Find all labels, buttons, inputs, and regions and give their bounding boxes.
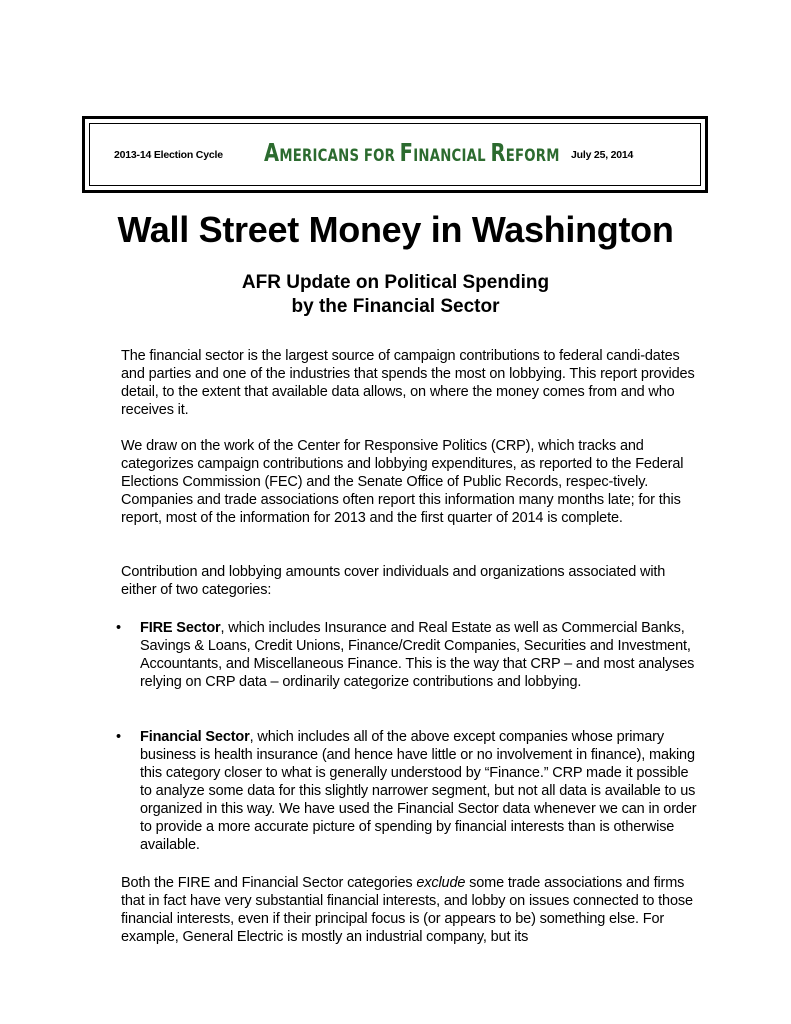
logo-word-eform: EFORM [505,146,560,166]
logo-word-for: FOR [363,146,396,166]
paragraph-text: some trade associations and firms that in fact have very substantial financial interests, and lobby on issues connected to those financial interests, even if their principal focus is (or appears to be) something else. For example, General Electric is mostly an industrial company, but its [121,875,693,945]
bullet-text: , which includes all of the above except companies whose primary business is health insurance (and hence have little or no involvement in finance), making this category closer to what is generally understood by “Finance.” CRP made it possible to analyze some data for this slightly narrower segment, but not all data is available to us organized in this way. We have used the Financial Sector data whenever we can in order to provide a more accurate picture of spending by financial interests than is otherwise available. [140,729,697,853]
bullet-marker: • [116,620,121,636]
page-title: Wall Street Money in Washington [117,209,674,250]
logo-letter-f: F [399,138,414,167]
emphasis-exclude: exclude [416,875,466,891]
paragraph-intro: The financial sector is the largest source of campaign contributions to federal candi-dates and parties and one of the industries that spends the most on lobbying. This report provides detail, to the extent that available data allows, on where the money comes from and who receives it. [121,348,695,418]
election-cycle-label: 2013-14 Election Cycle [114,149,223,161]
subtitle-line-2: by the Financial Sector [291,296,500,317]
paragraph-exclusions [121,874,701,946]
bullet-text: , which includes Insurance and Real Estate as well as Commercial Banks, Savings & Loans, Credit Unions, Finance/Credit Companies, Securities and Investment, Accountants, and Miscellaneous Finance. This is the way that CRP – and most analyses relying on CRP data – ordinarily categorize contributions and lobbying. [140,620,695,690]
bullet-term: FIRE Sector [140,620,221,636]
subtitle-line-1: AFR Update on Political Spending [241,272,550,293]
page-subtitle [0,271,791,319]
bullet-term: Financial Sector [140,729,250,745]
paragraph-text: Both the FIRE and Financial Sector categories [121,875,417,891]
afr-logo [264,138,560,168]
logo-word-inancial: INANCIAL [413,146,486,166]
paragraph-methodology: We draw on the work of the Center for Responsive Politics (CRP), which tracks and categorizes campaign contributions and lobbying expenditures, as reported to the Federal Elections Commission (FEC) and the Senate Office of Public Records, respec-tively. Companies and trade associations often report this information many months late; for this report, most of the information for 2013 and the first quarter of 2014 is complete. [121,438,684,526]
paragraph-categories: Contribution and lobbying amounts cover individuals and organizations associated with either of two categories: [121,564,666,598]
list-item-financial-sector [116,728,700,854]
report-date: July 25, 2014 [571,149,634,161]
logo-letter-r: R [490,138,506,167]
bullet-marker: • [116,729,121,745]
logo-letter-a: A [264,138,280,167]
logo-word-mericans: MERICANS [279,146,360,166]
list-item-fire-sector [116,619,700,691]
